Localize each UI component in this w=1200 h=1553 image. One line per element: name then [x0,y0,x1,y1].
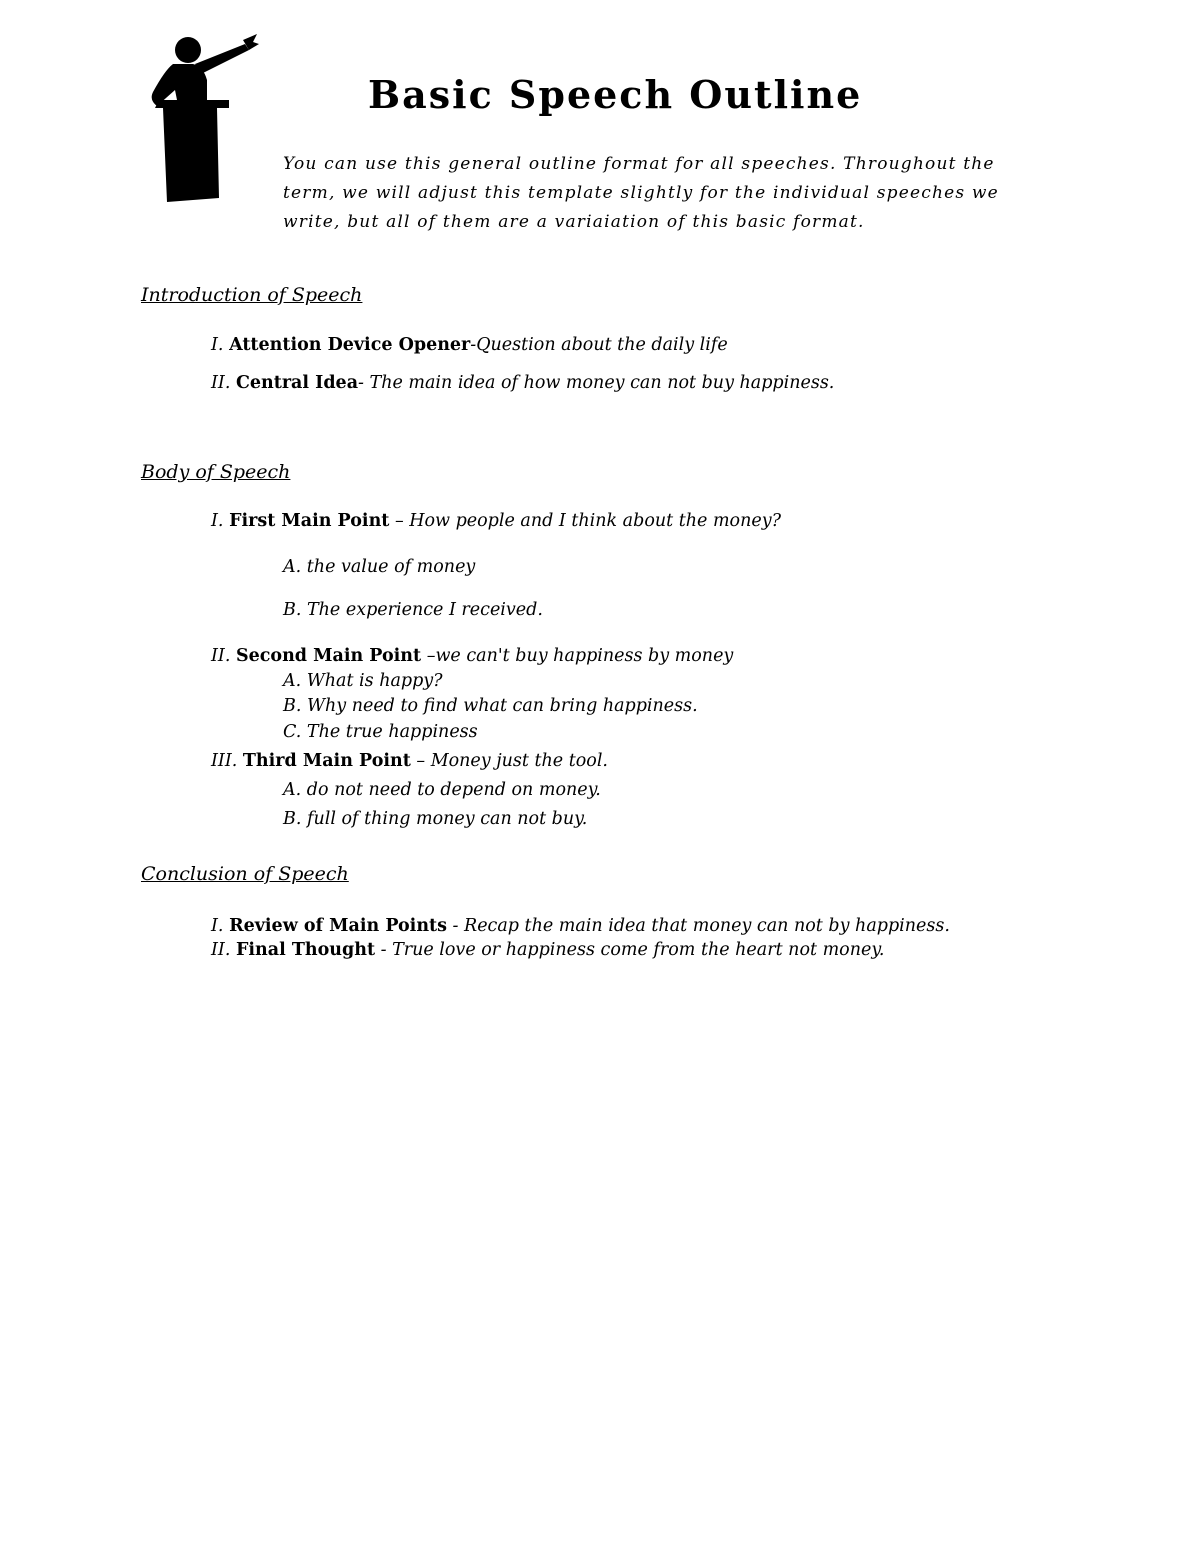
speaker-podium-icon [145,30,265,210]
item-number: I. [211,335,224,355]
sub-point: A. What is happy? [283,671,443,691]
item-label: Review of Main Points [229,916,447,936]
item-number: III. [211,751,238,771]
item-number: II. [211,373,231,393]
sub-point: A. the value of money [283,557,476,577]
item-text: – How people and I think about the money? [389,511,781,531]
item-label: Third Main Point [242,751,411,771]
intro-item [211,373,834,393]
instruction-note: You can use this general outline format for all speeches. Throughout the term, we will adjust this template slightly for the individual speeches we write, but all of them are a variaiation of this basic format. [283,154,999,232]
item-number: II. [211,940,231,960]
page-title: Basic Speech Outline [368,72,863,117]
item-label: Central Idea [235,373,359,393]
item-text: – Money just the tool. [410,751,608,771]
section-heading-introduction: Introduction of Speech [141,284,363,306]
sub-point: B. full of thing money can not buy. [283,809,588,829]
conclusion-item [211,916,950,936]
sub-point: B. The experience I received. [283,600,543,620]
main-point [211,751,608,771]
intro-item [211,335,728,355]
item-label: Attention Device Opener [229,335,471,355]
item-text: - The main idea of how money can not buy happiness. [358,373,835,393]
item-text: -Question about the daily life [470,335,728,355]
item-text: - True love or happiness come from the heart not money. [375,940,885,960]
main-point [211,511,781,531]
sub-point: B. Why need to find what can bring happiness. [283,696,698,716]
section-heading-conclusion: Conclusion of Speech [141,863,349,885]
item-number: II. [211,646,231,666]
sub-point: C. The true happiness [283,722,478,742]
section-heading-body: Body of Speech [141,461,291,483]
conclusion-item [211,940,884,960]
item-label: First Main Point [229,511,390,531]
main-point [211,646,733,666]
sub-point: A. do not need to depend on money. [283,780,601,800]
item-label: Second Main Point [235,646,422,666]
item-text: –we can't buy happiness by money [421,646,734,666]
item-label: Final Thought [235,940,376,960]
item-text: - Recap the main idea that money can not by happiness. [446,916,950,936]
item-number: I. [211,511,224,531]
item-number: I. [211,916,224,936]
